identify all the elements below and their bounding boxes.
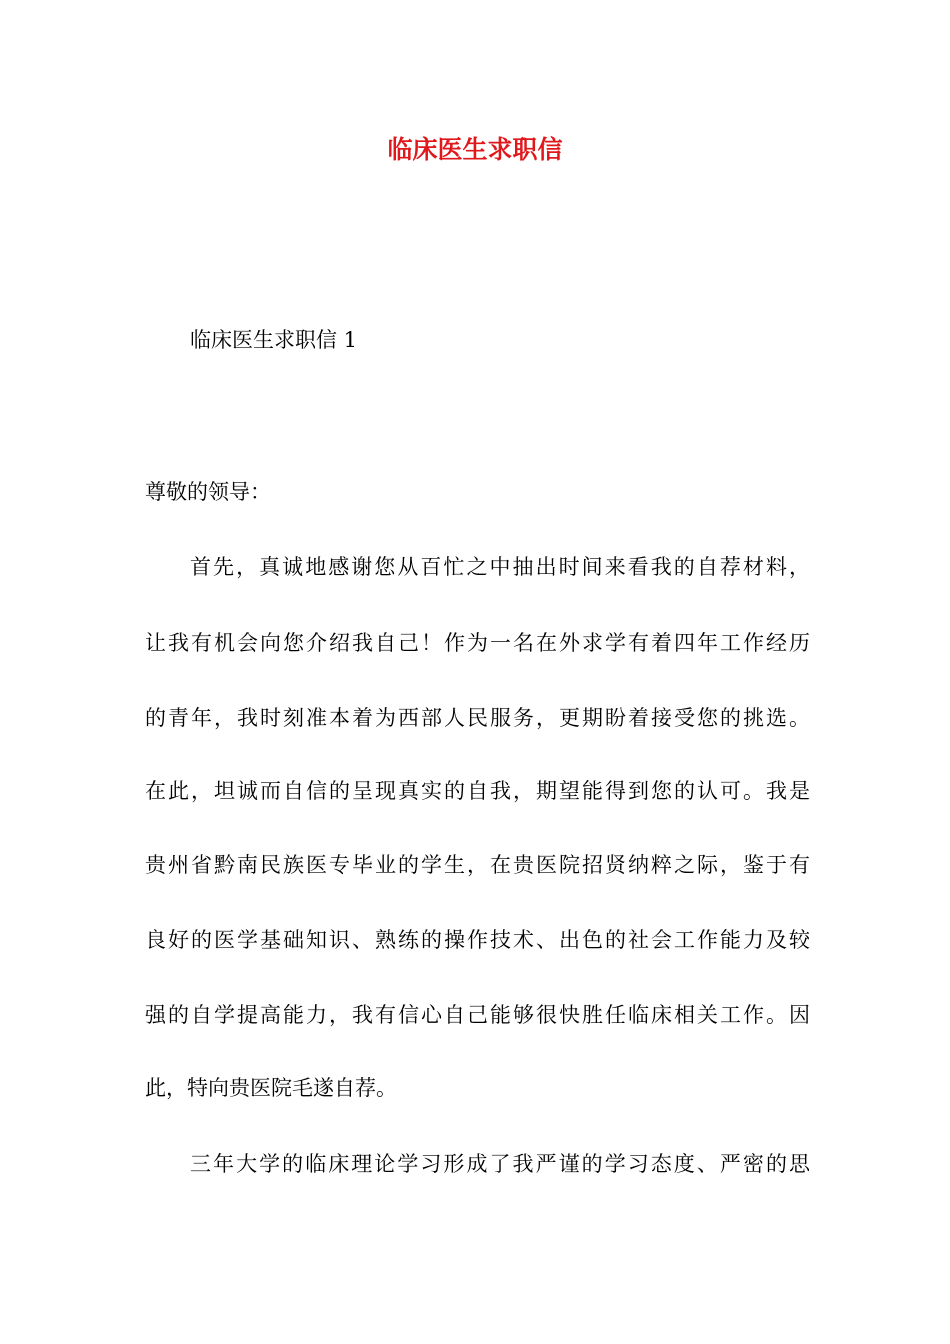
salutation: 尊敬的领导：	[145, 480, 271, 504]
paragraph-1-line-4: 在此，坦诚而自信的呈现真实的自我，期望能得到您的认可。我是	[145, 779, 810, 803]
paragraph-1-line-7: 强的自学提高能力，我有信心自己能够很快胜任临床相关工作。因	[145, 1003, 810, 1027]
paragraph-1-line-2: 让我有机会向您介绍我自己！作为一名在外求学有着四年工作经历	[145, 631, 810, 655]
paragraph-1-line-5: 贵州省黔南民族医专毕业的学生，在贵医院招贤纳粹之际，鉴于有	[145, 853, 810, 877]
paragraph-1-line-6: 良好的医学基础知识、熟练的操作技术、出色的社会工作能力及较	[145, 928, 810, 952]
paragraph-1-line-3: 的青年，我时刻准本着为西部人民服务，更期盼着接受您的挑选。	[145, 706, 810, 730]
paragraph-1-line-1: 首先，真诚地感谢您从百忙之中抽出时间来看我的自荐材料，	[190, 555, 810, 579]
paragraph-1-line-8: 此，特向贵医院毛遂自荐。	[145, 1076, 397, 1100]
paragraph-2-line-1: 三年大学的临床理论学习形成了我严谨的学习态度、严密的思	[190, 1152, 810, 1176]
letter-subtitle: 临床医生求职信 1	[190, 328, 358, 352]
document-title: 临床医生求职信	[387, 135, 563, 164]
